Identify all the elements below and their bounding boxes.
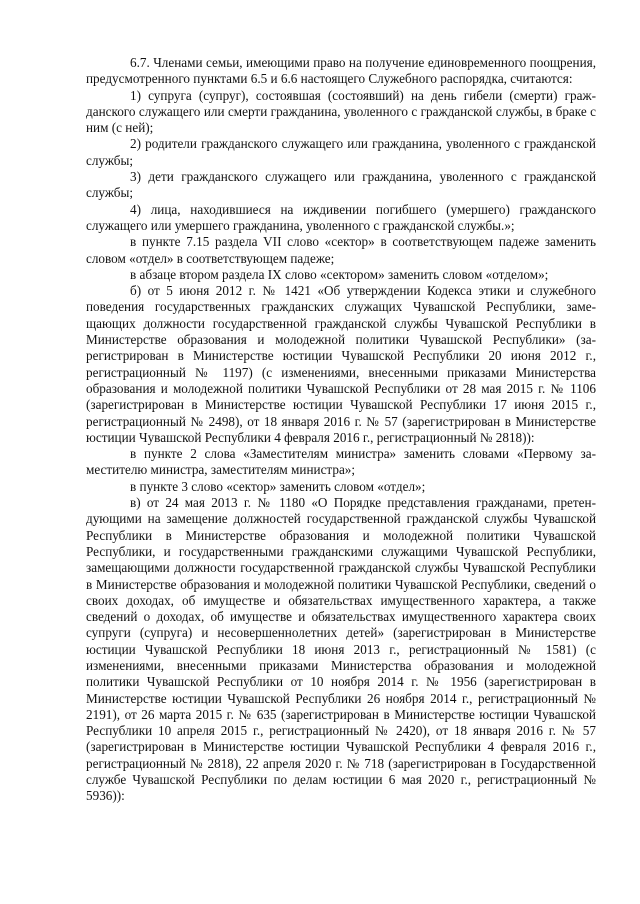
paragraph-point-7-15: в пункте 7.15 раздела VII слово «сектор» в соответствующем падеже заменить словом «отдел» в соответствующем падеже; (86, 234, 596, 266)
paragraph-section-ix: в абзаце втором раздела IX слово «сектором» заменить словом «отделом»; (130, 266, 549, 282)
paragraph-point-3: в пункте 3 слово «сектор» заменить словом «отдел»; (130, 478, 426, 494)
paragraph-item-3-children: 3) дети гражданского служащего или гражданина, уволенного с гражданской службы; (86, 169, 596, 201)
paragraph-6-7: 6.7. Членами семьи, имеющими право на получение единовременного поощрения, предусмотренного пунктами 6.5 и 6.6 настоящего Служебного распорядка, считаются: (86, 55, 596, 87)
paragraph-point-2: в пункте 2 слова «Заместителям министра» заменить словами «Первому заместителю министра, заместителям министра»; (86, 446, 596, 478)
paragraph-order-1180: в) от 24 мая 2013 г. № 1180 «О Порядке представления гражданами, претендующими на замещение должностей государственной гражданской службы Чувашской Республики в Министерстве образования и молодежной политики Чувашской Республики, и государственными гражданскими служащими Чувашской Республики, замещающими должности государственной гражданской службы Чувашской Республики в Министерстве образования и молодежной политики Чувашской Республики, сведений о своих доходах, об имуществе и обязательствах имущественного характера, а также сведений о доходах, об имуществе и обязательствах имущественного характера своих супруги (супруга) и несовершеннолетних детей» (зарегистрирован в Министерстве юстиции Чувашской Республики 18 июня 2013 г., регистрационный № 1581) (с изменениями, внесенными приказами Министерства образования и молодежной политики Чувашской Республики от 10 ноября 2014 г. № 1956 (зарегистрирован в Министерстве юстиции Чувашской Республики 26 ноября 2014 г., регистрационный № 2191), от 26 марта 2015 г. № 635 (зарегистрирован в Министерстве юстиции Чувашской Республики 10 апреля 2015 г., регистрационный № 2420), от 18 января 2016 г. № 57 (зарегистрирован в Министерстве юстиции Чувашской Республики 4 февраля 2016 г., регистрационный № 2818), 22 апреля 2020 г. № 718 (зарегистрирован в Государственной службе Чувашской Республики по делам юстиции 6 мая 2020 г., регистрационный № 5936)): (86, 495, 596, 804)
document-page (86, 55, 596, 805)
paragraph-item-2-parents: 2) родители гражданского служащего или гражданина, уволенного с гражданской службы; (86, 136, 596, 168)
paragraph-order-1421: б) от 5 июня 2012 г. № 1421 «Об утверждении Кодекса этики и служебного поведения государственных гражданских служащих Чувашской Республики, замещающих должности государственной гражданской службы Чувашской Республики в Министерстве образования и молодежной политики Чувашской Республики» (зарегистрирован в Министерстве юстиции Чувашской Республики 20 июня 2012 г., регистрационный № 1197) (с изменениями, внесенными приказами Министерства образования и молодежной политики Чувашской Республики от 28 мая 2015 г. № 1106 (зарегистрирован в Министерстве юстиции Чувашской Республики 17 июня 2015 г., регистрационный № 2498), от 18 января 2016 г. № 57 (зарегистрирован в Министерстве юстиции Чувашской Республики 4 февраля 2016 г., регистрационный № 2818)): (86, 283, 596, 445)
paragraph-item-1-spouse: 1) супруга (супруг), состоявшая (состоявший) на день гибели (смерти) гражданского служащего или смерти гражданина, уволенного с гражданской службы, в браке с ним (с ней); (86, 87, 596, 136)
paragraph-item-4-dependents: 4) лица, находившиеся на иждивении погибшего (умершего) гражданского служащего или умершего гражданина, уволенного с гражданской службы.»; (86, 201, 596, 233)
